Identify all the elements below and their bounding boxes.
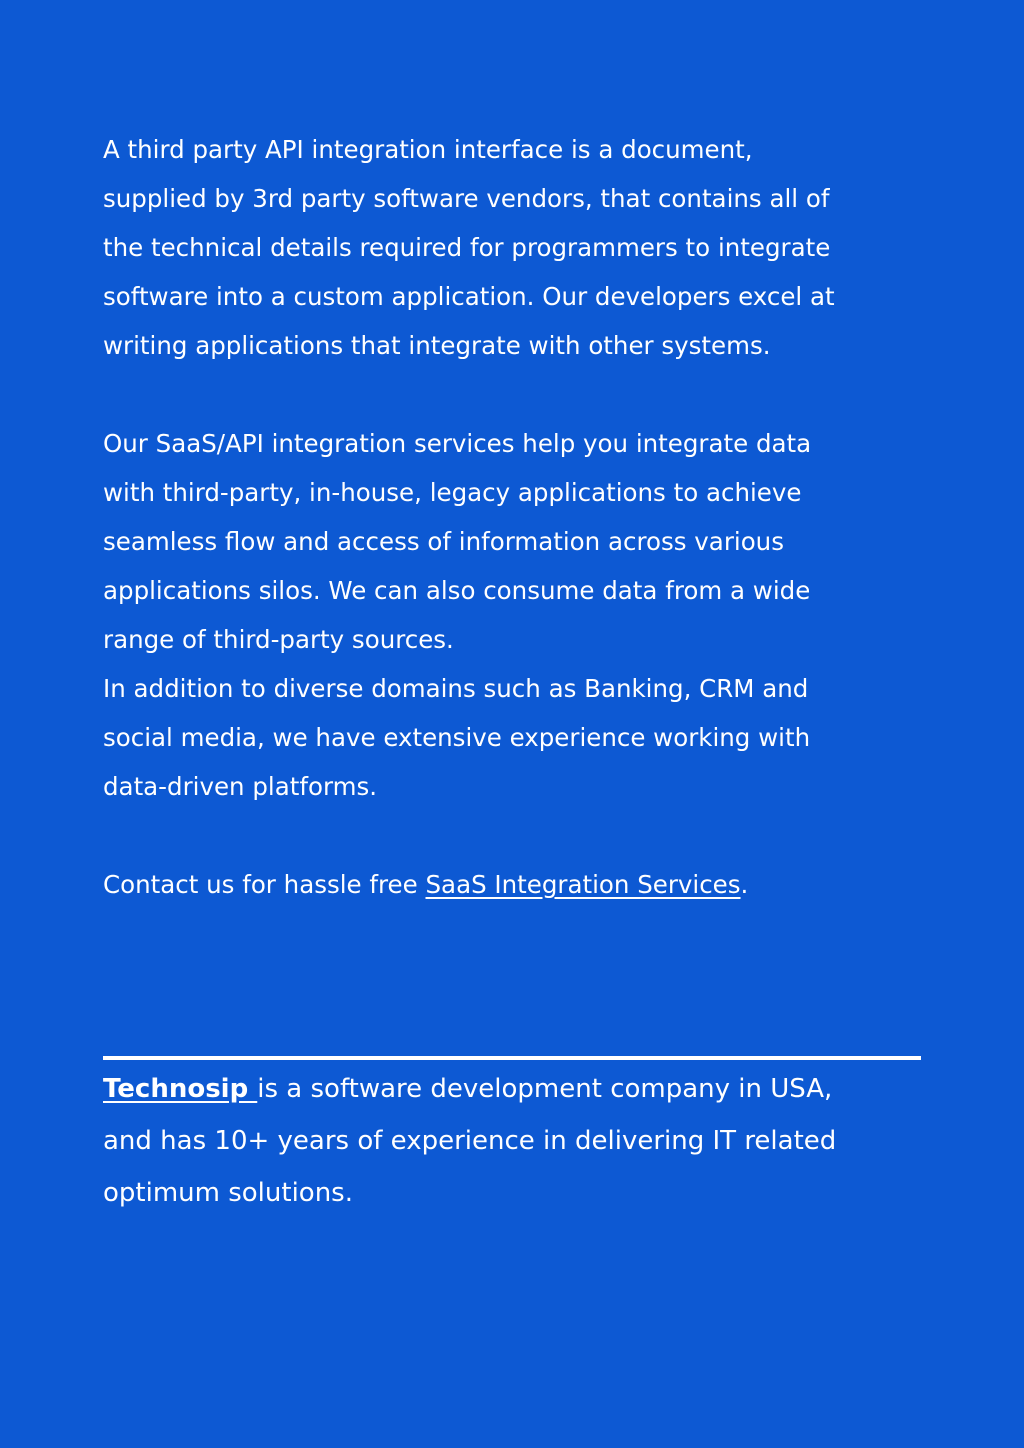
footer-divider <box>103 1056 921 1060</box>
text-line: A third party API integration interface is a document, <box>103 135 753 164</box>
text-line: applications silos. We can also consume data from a wide <box>103 576 811 605</box>
contact-paragraph <box>103 860 923 909</box>
text-line: In addition to diverse domains such as Banking, CRM and <box>103 674 809 703</box>
paragraph-spacer <box>103 370 923 419</box>
company-description-rest: is a software development company in USA, <box>257 1074 833 1104</box>
contact-prefix: Contact us for hassle free <box>103 870 426 899</box>
text-line <box>103 1063 923 1115</box>
intro-paragraph <box>103 125 923 370</box>
services-paragraph <box>103 419 923 664</box>
text-line: and has 10+ years of experience in delivering IT related <box>103 1126 837 1156</box>
text-line: supplied by 3rd party software vendors, that contains all of <box>103 184 830 213</box>
text-line: with third-party, in-house, legacy applications to achieve <box>103 478 802 507</box>
text-line: the technical details required for programmers to integrate <box>103 233 831 262</box>
contact-suffix: . <box>740 870 749 899</box>
saas-integration-services-link[interactable]: SaaS Integration Services <box>425 870 741 899</box>
text-line: optimum solutions. <box>103 1178 353 1208</box>
text-line: writing applications that integrate with other systems. <box>103 331 771 360</box>
paragraph-spacer <box>103 811 923 860</box>
text-line: range of third-party sources. <box>103 625 454 654</box>
text-line: software into a custom application. Our developers excel at <box>103 282 835 311</box>
text-line: seamless flow and access of information across various <box>103 527 784 556</box>
text-line: data-driven platforms. <box>103 772 377 801</box>
company-description <box>103 1063 923 1219</box>
contact-line <box>103 860 923 909</box>
domains-paragraph <box>103 664 923 811</box>
text-line: social media, we have extensive experience working with <box>103 723 811 752</box>
text-line: Our SaaS/API integration services help you integrate data <box>103 429 812 458</box>
technosip-link[interactable]: Technosip <box>103 1074 258 1104</box>
main-content <box>103 125 923 909</box>
footer <box>103 1056 923 1219</box>
